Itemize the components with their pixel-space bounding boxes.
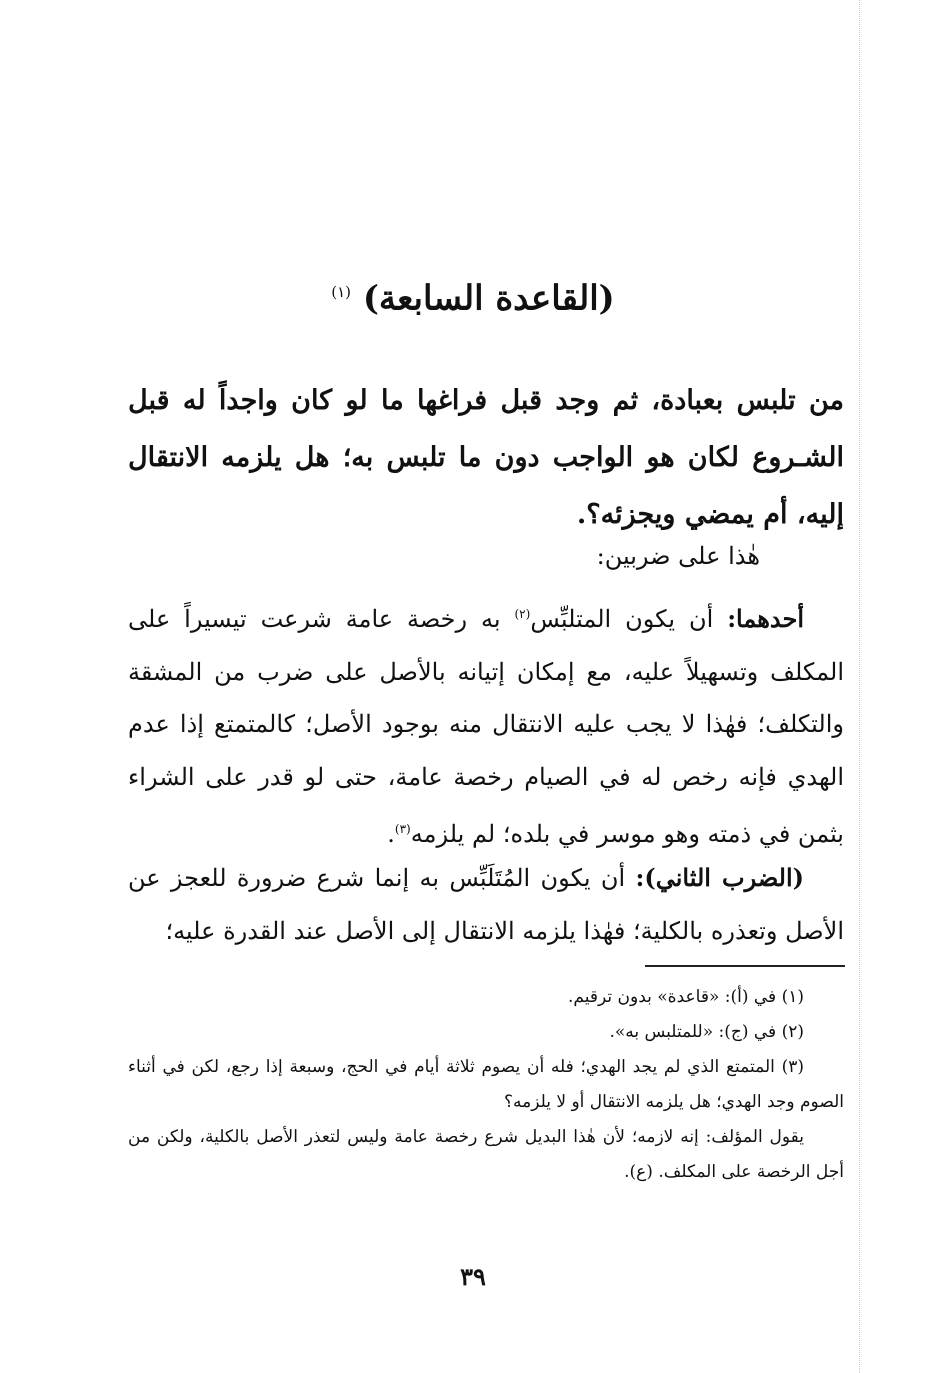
first-type-paragraph	[128, 588, 844, 861]
footnote-3: (٣) المتمتع الذي لم يجد الهدي؛ فله أن يصوم ثلاثة أيام في الحج، وسبعة إذا رجع، لكن في أثناء الصوم وجد الهدي؛ هل يلزمه الانتقال أو لا يلزمه؟	[128, 1057, 844, 1112]
rule-title	[0, 262, 946, 328]
footnote-2: (٢) في (ج): «للمتلبس به».	[609, 1022, 804, 1042]
page-number: ٣٩	[460, 1262, 486, 1291]
first-type-text-2: به رخصة عامة شرعت تيسيراً على المكلف وتسهيلاً عليه، مع إمكان إتيانه بالأصل على ضرب من المشقة والتكلف؛ فهٰذا لا يجب عليه الانتقال منه بوجود الأصل؛ كالمتمتع إذا عدم الهدي فإنه رخص له في الصيام رخصة عامة، حتى لو قدر على الشراء بثمن في ذمته وهو موسر في بلده؛ لم يلزمه	[128, 605, 844, 848]
first-type-text-1: أن يكون المتلبِّس	[530, 605, 728, 633]
second-type-lead: (الضرب الثاني):	[635, 863, 804, 892]
second-type-paragraph	[128, 852, 844, 957]
first-type-lead: أحدهما:	[727, 604, 804, 633]
footnotes	[128, 980, 844, 1190]
first-type-end: .	[387, 820, 395, 848]
title-footnote-ref: (١)	[331, 283, 351, 301]
footnote-ref-3: (٣)	[394, 822, 411, 836]
intro-line: هٰذا على ضربين:	[596, 542, 760, 570]
footnote-1: (١) في (أ): «قاعدة» بدون ترقيم.	[568, 987, 804, 1007]
rule-title-text: (القاعدة السابعة)	[362, 278, 615, 319]
page-edge-line	[859, 0, 860, 1373]
footnote-3-continued: يقول المؤلف: إنه لازمه؛ لأن هٰذا البديل شرع رخصة عامة وليس لتعذر الأصل بالكلية، ولكن من أجل الرخصة على المكلف. (ع).	[128, 1127, 844, 1182]
footnote-divider	[645, 965, 845, 967]
rule-question: من تلبس بعبادة، ثم وجد قبل فراغها ما لو كان واجداً له قبل الشـروع لكان هو الواجب دون ما تلبس به؛ هل يلزمه الانتقال إليه، أم يمضي ويجزئه؟.	[128, 385, 844, 530]
footnote-ref-2: (٢)	[514, 607, 531, 621]
second-type-text: أن يكون المُتَلَبِّس به إنما شرع ضرورة للعجز عن الأصل وتعذره بالكلية؛ فهٰذا يلزمه الانتقال إلى الأصل عند القدرة عليه؛	[128, 864, 844, 945]
